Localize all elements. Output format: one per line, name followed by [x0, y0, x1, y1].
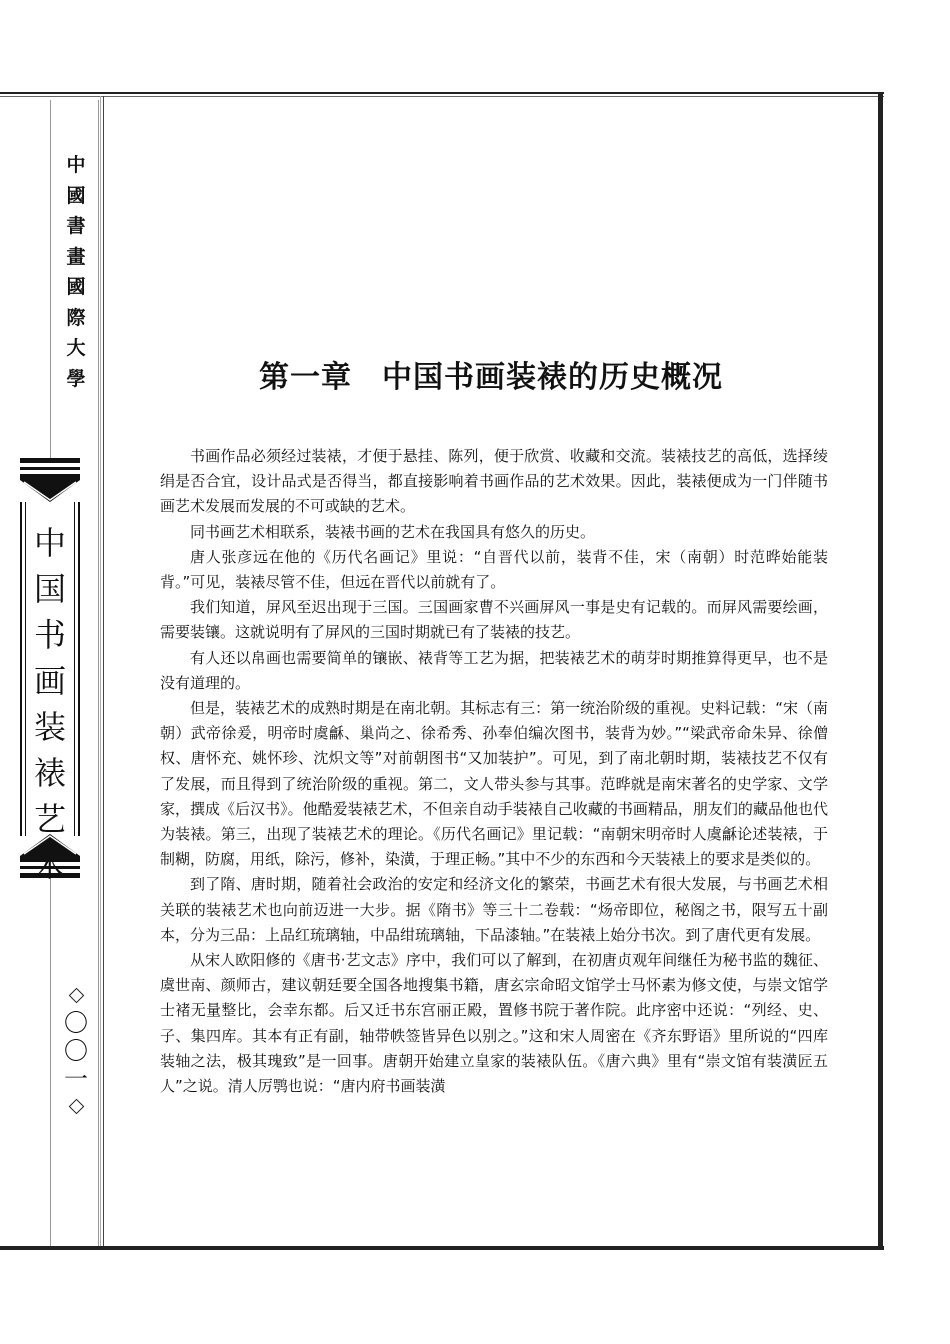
book-title-char: 书	[33, 616, 66, 654]
page-number-char: 一	[64, 1065, 88, 1093]
university-char: 書	[66, 215, 86, 237]
page-number-char: 〇	[64, 1009, 88, 1037]
content-frame-left-inner	[100, 96, 101, 1246]
book-title-char: 艺	[33, 800, 66, 838]
diamond-icon	[68, 1099, 84, 1115]
book-title-char: 装	[33, 708, 66, 746]
book-title-char: 中	[33, 524, 66, 562]
paragraph: 但是，装裱艺术的成熟时期是在南北朝。其标志有三：第一统治阶级的重视。史料记载：“宋（南朝）武帝徐爰，明帝时虞龢、巢尚之、徐希秀、孙奉伯编次图书，装背为妙。”“梁武帝命朱异、徐僧权、唐怀充、姚怀珍、沈炽文等”对前朝图书“又加装护”。可见，到了南北朝时期，装裱技艺不仅有了发展，而且得到了统治阶级的重视。第二，文人带头参与其事。范晔就是南宋著名的史学家、文学家，撰成《后汉书》。他酷爱装裱艺术，不但亲自动手装裱自己收藏的书画精品，朋友们的藏品他也代为装裱。第三，出现了装裱艺术的理论。《历代名画记》里记载：“南朝宋明帝时人虞龢论述装裱，于制糊，防腐，用纸，除污，修补，染潢，于理正畅。”其中不少的东西和今天装裱上的要求是类似的。	[160, 699, 828, 869]
sidebar-rule-right	[98, 100, 99, 1246]
book-title-vertical	[20, 520, 80, 888]
page-frame-top-inner	[0, 96, 884, 97]
page-frame-right	[878, 92, 883, 1250]
university-char: 大	[66, 337, 86, 359]
university-name-vertical	[58, 150, 94, 394]
university-char: 國	[66, 276, 86, 298]
book-title-char: 国	[33, 570, 66, 608]
university-char: 學	[66, 367, 86, 390]
diamond-icon	[68, 988, 84, 1004]
paragraph: 我们知道，屏风至迟出现于三国。三国画家曹不兴画屏风一事是史有记载的。而屏风需要绘画，需要装镶。这就说明有了屏风的三国时期就已有了装裱的技艺。	[160, 598, 828, 642]
book-title-char: 画	[33, 662, 66, 700]
chapter-body	[160, 444, 828, 1099]
page-number-char: 〇	[64, 1037, 88, 1065]
paragraph: 唐人张彦远在他的《历代名画记》里说：“自晋代以前，装背不佳，宋（南朝）时范晔始能装背。”可见，装裱尽管不佳，但远在晋代以前就有了。	[160, 547, 828, 592]
university-char: 國	[66, 184, 86, 207]
page-number	[58, 990, 94, 1112]
page-number-digits	[58, 1009, 94, 1093]
university-char: 際	[66, 306, 86, 329]
paragraph: 同书画艺术相联系，装裱书画的艺术在我国具有悠久的历史。	[190, 522, 596, 541]
chapter-heading	[104, 352, 878, 396]
book-title-char: 术	[33, 846, 66, 884]
university-char: 畫	[66, 245, 86, 268]
university-char: 中	[66, 154, 86, 176]
paragraph: 书画作品必须经过装裱，才便于悬挂、陈列，便于欣赏、收藏和交流。装裱技艺的高低，选择绫绢是否合宜，设计品式是否得当，都直接影响着书画作品的艺术效果。因此，装裱便成为一门伴随书画艺术发展而发展的不可或缺的艺术。	[160, 447, 828, 516]
page-frame-bottom	[0, 1246, 884, 1250]
chapter-title: 中国书画装裱的历史概况	[382, 360, 723, 395]
chapter-number: 第一章	[259, 360, 352, 395]
book-title-char: 裱	[33, 754, 66, 792]
book-title-banner	[20, 458, 80, 884]
page-frame-top	[0, 92, 884, 94]
paragraph: 有人还以帛画也需要简单的镶嵌、裱背等工艺为据，把装裱艺术的萌芽时期推算得更早，也不是没有道理的。	[160, 648, 828, 692]
paragraph: 到了隋、唐时期，随着社会政治的安定和经济文化的繁荣，书画艺术有很大发展，与书画艺术相关联的装裱艺术也向前迈进一大步。据《隋书》等三十二卷载：“炀帝即位，秘阁之书，限写五十副本，分为三品：上品红琉璃轴，中品绀琉璃轴，下品漆轴。”在装裱上始分书次。到了唐代更有发展。	[160, 875, 828, 944]
content-frame-left	[103, 96, 104, 1246]
paragraph: 从宋人欧阳修的《唐书·艺文志》序中，我们可以了解到，在初唐贞观年间继任为秘书监的魏征、虞世南、颜师古，建议朝廷要全国各地搜集书籍，唐玄宗命昭文馆学士马怀素为修文使，与崇文馆学士褚无量整比，会幸东都。后又迁书东宫丽正殿，置修书院于著作院。此序密中还说：“列经、史、子、集四库。其本有正有副，轴带帙签皆异色以别之。”这和宋人周密在《齐东野语》里所说的“四库装轴之法，极其瑰致”是一回事。唐朝开始建立皇家的装裱队伍。《唐六典》里有“崇文馆有装潢匠五人”之说。清人厉鹗也说：“唐内府书画装潢	[160, 951, 828, 1096]
